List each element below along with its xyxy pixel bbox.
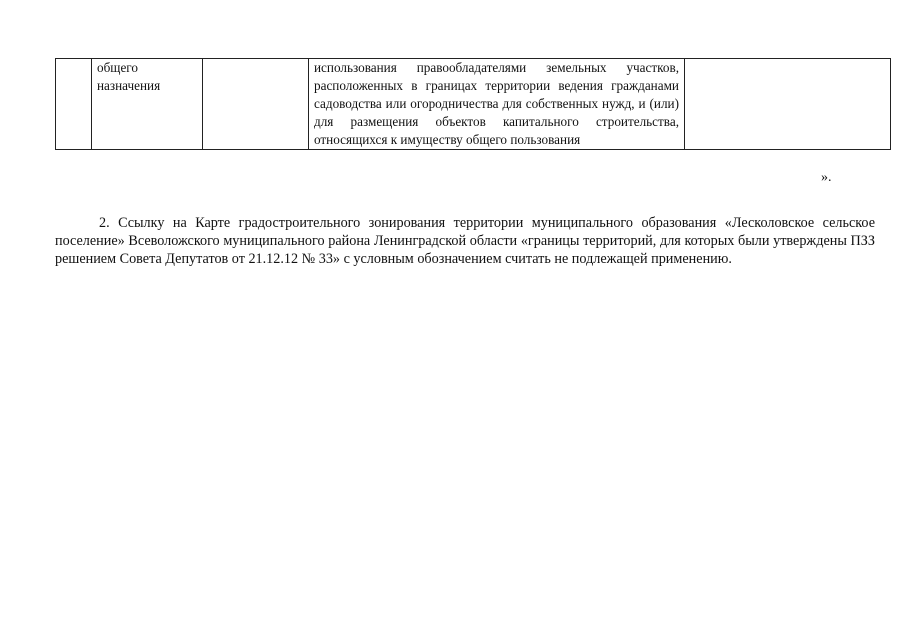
cell-text: использования правообладателями земельных участков, расположенных в границах территории ведения гражданами садоводства или огородничества для собственных нужд, и (или) для размещения объектов капитального строительства, относящихся к имуществу общего пользования [314,60,679,147]
zoning-table [55,58,891,150]
cell-text: общего назначения [97,60,161,93]
table-cell-name [92,59,203,150]
table-cell-number [56,59,92,150]
table-row [56,59,891,150]
closing-quote: ». [821,170,832,185]
table-cell-description [309,59,685,150]
table-cell-notes [685,59,891,150]
body-paragraph: 2. Ссылку на Карте градостроительного зонирования территории муниципального образования «Лесколовское сельское поселение» Всеволожского муниципального района Ленинградской области «границы территорий, для которых были утверждены ПЗЗ решением Совета Депутатов от 21.12.12 № 33» с условным обозначением считать не подлежащей применению. [55,215,875,267]
table-cell-code [203,59,309,150]
